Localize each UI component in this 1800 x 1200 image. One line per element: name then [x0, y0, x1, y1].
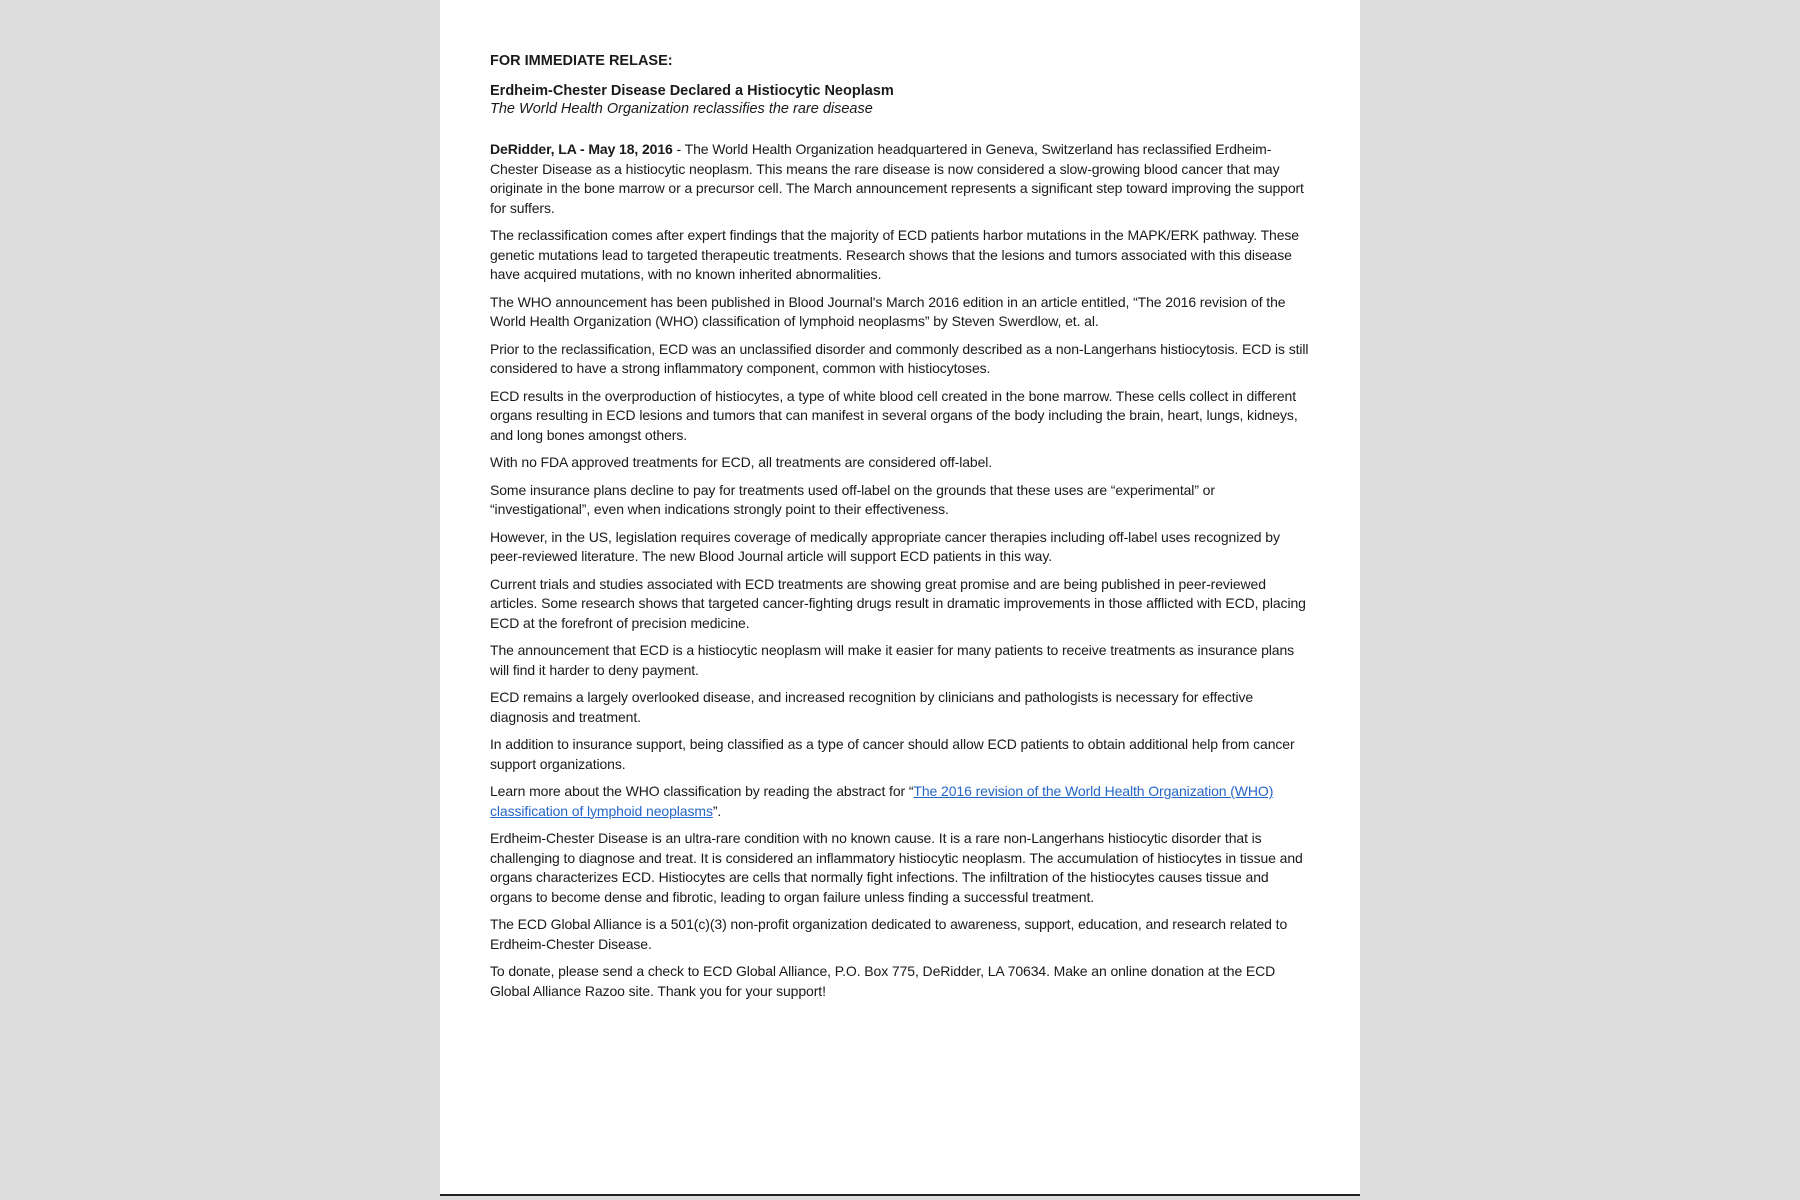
- subhead: The World Health Organization reclassifies the rare disease: [490, 101, 873, 117]
- paragraph: However, in the US, legislation requires coverage of medically appropriate cancer therapies including off-label uses recognized by peer-reviewed literature. The new Blood Journal article will support ECD patients in this way.: [490, 528, 1280, 564]
- document-page: [440, 0, 1360, 1196]
- learn-more-suffix: ”.: [712, 802, 722, 819]
- learn-more-paragraph: [490, 782, 1310, 821]
- donate-paragraph: To donate, please send a check to ECD Global Alliance, P.O. Box 775, DeRidder, LA 70634. Make an online donation at the ECD Global Alliance Razoo site. Thank you for your support!: [490, 963, 1276, 999]
- release-label: FOR IMMEDIATE RELASE:: [490, 53, 673, 69]
- about-paragraph: Erdheim-Chester Disease is an ultra-rare condition with no known cause. It is a rare non-Langerhans histiocytic disorder that is challenging to diagnose and treat. It is considered an inflammatory histiocytic neoplasm. The accumulation of histiocytes in tissue and organs characterizes ECD. Histiocytes are cells that normally fight infections. The infiltration of the histiocytes causes tissue and organs to become dense and fibrotic, leading to organ failure unless finding a successful treatment.: [490, 830, 1303, 905]
- lead-paragraph: [490, 140, 1310, 218]
- paragraph: In addition to insurance support, being classified as a type of cancer should allow ECD patients to obtain additional help from cancer support organizations.: [490, 736, 1295, 772]
- paragraph: With no FDA approved treatments for ECD, all treatments are considered off-label.: [490, 454, 993, 470]
- paragraph: The WHO announcement has been published in Blood Journal's March 2016 edition in an article entitled, “The 2016 revision of the World Health Organization (WHO) classification of lymphoid neoplasms” by Steven Swerdlow, et. al.: [490, 293, 1286, 329]
- paragraph: The announcement that ECD is a histiocytic neoplasm will make it easier for many patients to receive treatments as insurance plans will find it harder to deny payment.: [490, 642, 1295, 678]
- paragraph: Current trials and studies associated with ECD treatments are showing great promise and are being published in peer-reviewed articles. Some research shows that targeted cancer-fighting drugs result in dramatic improvements in those afflicted with ECD, placing ECD at the forefront of precision medicine.: [490, 575, 1306, 631]
- paragraph: Prior to the reclassification, ECD was an unclassified disorder and commonly described as a non-Langerhans histiocytosis. ECD is still considered to have a strong inflammatory component, common with histiocytoses.: [490, 340, 1309, 376]
- headline: Erdheim-Chester Disease Declared a Histiocytic Neoplasm: [490, 83, 894, 99]
- learn-more-prefix: Learn more about the WHO classification by reading the abstract for “: [490, 783, 914, 799]
- paragraph: The reclassification comes after expert findings that the majority of ECD patients harbor mutations in the MAPK/ERK pathway. These genetic mutations lead to targeted therapeutic treatments. Research shows that the lesions and tumors associated with this disease have acquired mutations, with no known inherited abnormalities.: [490, 227, 1299, 282]
- about-paragraph: The ECD Global Alliance is a 501(c)(3) non-profit organization dedicated to awareness, support, education, and research related to Erdheim-Chester Disease.: [490, 916, 1288, 952]
- who-classification-link[interactable]: The 2016 revision of the World Health Organization (WHO) classification of lymphoid neoplasms: [490, 783, 1274, 819]
- paragraph: ECD remains a largely overlooked disease, and increased recognition by clinicians and pathologists is necessary for effective diagnosis and treatment.: [490, 689, 1254, 725]
- lead-text: - The World Health Organization headquartered in Geneva, Switzerland has reclassified Erdheim-Chester Disease as a histiocytic neoplasm. This means the rare disease is now considered a slow-growing blood cancer that may originate in the bone marrow or a precursor cell. The March announcement represents a significant step toward improving the support for suffers.: [490, 141, 1304, 216]
- paragraph: ECD results in the overproduction of histiocytes, a type of white blood cell created in the bone marrow. These cells collect in different organs resulting in ECD lesions and tumors that can manifest in several organs of the body including the brain, heart, lungs, kidneys, and long bones amongst others.: [490, 387, 1298, 443]
- paragraph: Some insurance plans decline to pay for treatments used off-label on the grounds that these uses are “experimental” or “investigational”, even when indications strongly point to their effectiveness.: [490, 481, 1215, 517]
- dateline: DeRidder, LA - May 18, 2016: [490, 141, 673, 157]
